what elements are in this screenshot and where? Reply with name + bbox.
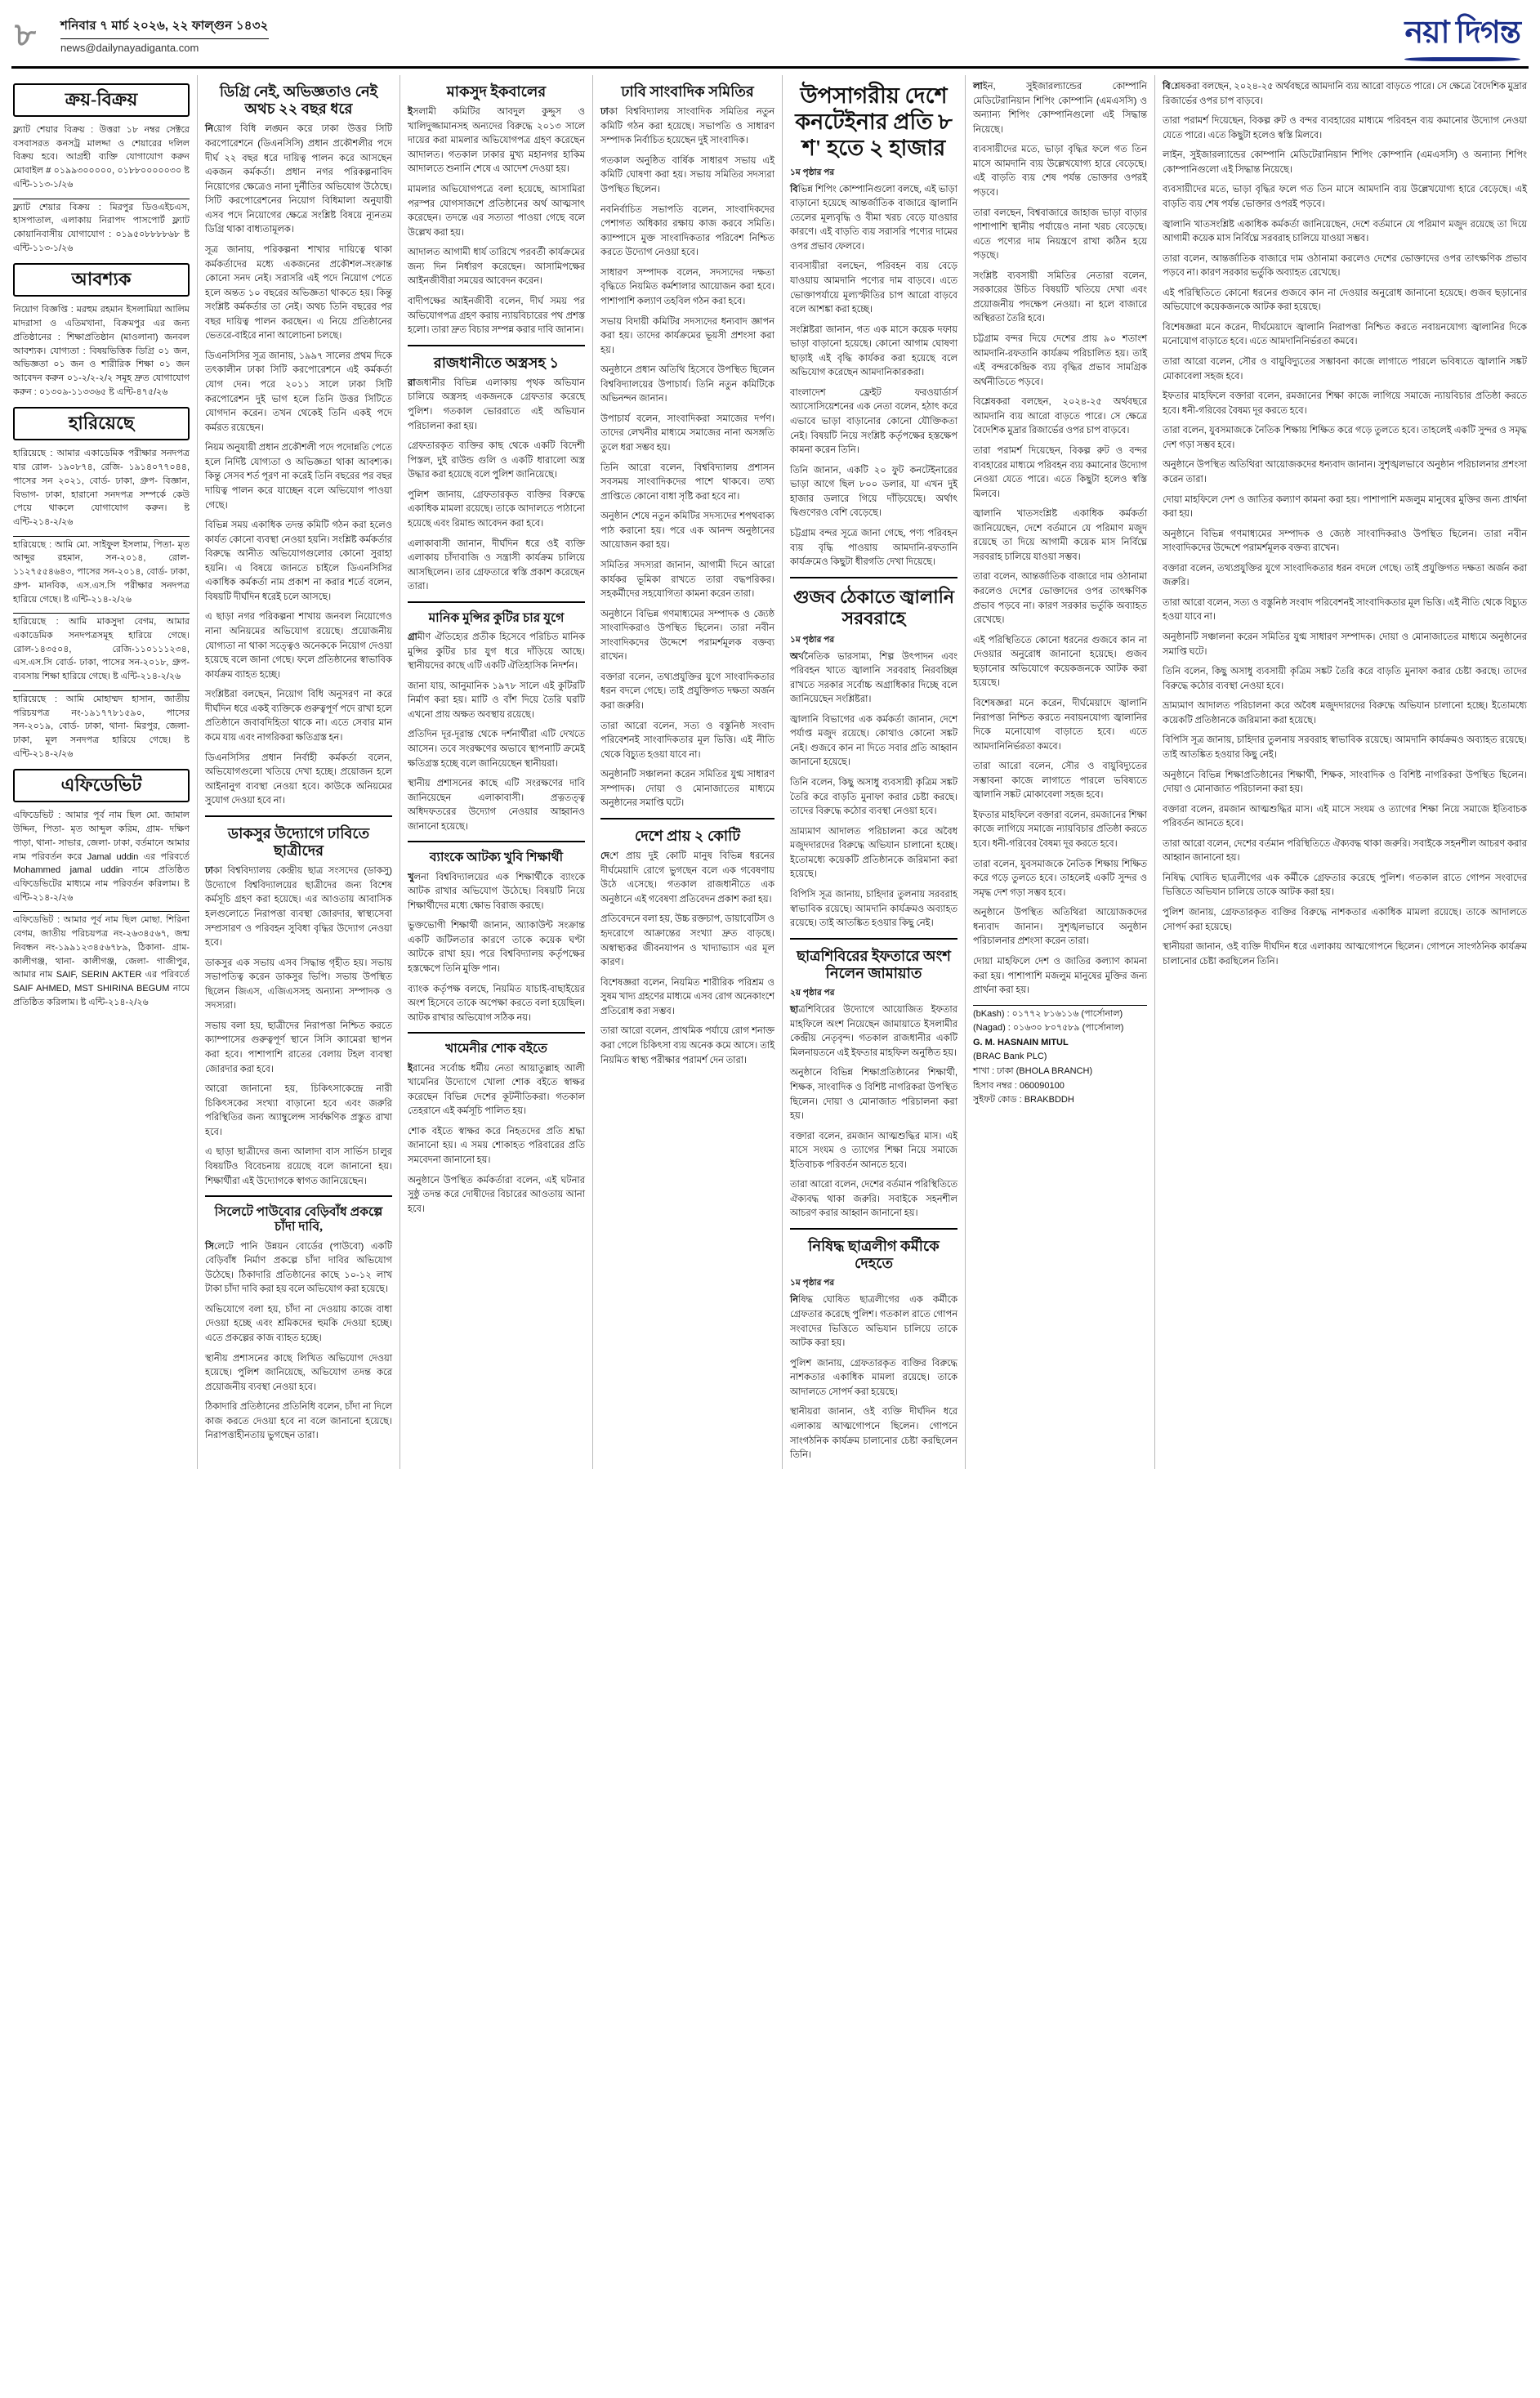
divider — [408, 841, 585, 842]
column-five — [783, 75, 966, 1469]
divider — [790, 577, 957, 578]
article-paragraph: এলাকাবাসী জানান, দীর্ঘদিন ধরে ওই ব্যক্তি এলাকায় চাঁদাবাজি ও সন্ত্রাসী কার্যক্রম চালিয়ে আসছিলেন। তার গ্রেফতারে স্বস্তি প্রকাশ করেছেন তারা। — [408, 538, 585, 592]
article-paragraph: লাইন, সুইজারল্যান্ডের কোম্পানি মেডিটেরানিয়ান শিপিং কোম্পানি (এমএসসি) ও অন্যান্য শিপিং কোম্পানিগুলো এই সিদ্ধান্ত নিয়েছে। — [973, 82, 1147, 135]
article-headline-degree: ডিগ্রি নেই, অভিজ্ঞতাও নেই অথচ ২২ বছর ধরে — [219, 83, 378, 118]
article-paragraph: ভ্রাম্যমাণ আদালত পরিচালনা করে অবৈধ মজুদদারদের বিরুদ্ধে অভিযান চালানো হচ্ছে। ইতোমধ্যে কয়েকটি প্রতিষ্ঠানকে জরিমানা করা হয়েছে। — [790, 826, 957, 880]
publication-logo — [1404, 8, 1529, 61]
article-paragraph: বিভিন্ন শিপিং কোম্পানিগুলো বলছে, এই ভাড়া বাড়ানো হয়েছে আন্তর্জাতিক বাজারে জ্বালানি তেলের মূল্যবৃদ্ধি ও বীমা খরচ বেড়ে যাওয়ার কারণে। এই বাড়তি ব্যয় সরাসরি পণ্যের দামের ওপর প্রভাব ফেলবে। — [790, 184, 957, 252]
article-headline-sylhet: সিলেটে পাউবোর বেড়িবাঁধ প্রকল্পে চাঁদা দাবি, — [214, 1205, 383, 1235]
article-paragraph: ডিএনসিসির সূত্র জানায়, ১৯৯৭ সালের প্রথম দিকে তৎকালীন ঢাকা সিটি করপোরেশনে এই কর্মকর্তা যোগ দেন। পরে ২০১১ সালে ঢাকা সিটি করপোরেশন দুই ভাগ হলে তিনি উত্তর সিটিতে যোগদান করেন। তখন থেকেই তিনি একই পদে কর্মরত রয়েছেন। — [205, 351, 392, 433]
article-paragraph: স্থানীয় প্রশাসনের কাছে এটি সংরক্ষণের দাবি জানিয়েছেন এলাকাবাসী। প্রত্নতত্ত্ব অধিদফতরের উদ্যোগ নেওয়ার আহ্বানও জানানো হয়েছে। — [408, 779, 585, 832]
article-paragraph: বিপিসি সূত্র জানায়, চাহিদার তুলনায় সরবরাহ স্বাভাবিক রয়েছে। আমদানি কার্যক্রমও অব্যাহত রয়েছে। তাই আতঙ্কিত হওয়ার কিছু নেই। — [790, 889, 957, 929]
article-paragraph: বিশ্লেষকরা বলছেন, ২০২৪-২৫ অর্থবছরে আমদানি ব্যয় আরো বাড়তে পারে। সে ক্ষেত্রে বৈদেশিক মুদ্রার রিজার্ভের ওপর চাপ বাড়বে। — [1163, 82, 1527, 106]
article-paragraph: অনুষ্ঠানে উপস্থিত অতিথিরা আয়োজকদের ধন্যবাদ জানান। সুশৃঙ্খলভাবে অনুষ্ঠান পরিচালনার প্রশংসা করেন তারা। — [1163, 460, 1527, 485]
section-heading-hariyeche: হারিয়েছে — [13, 407, 190, 440]
article-paragraph: তারা বলেন, যুবসমাজকে নৈতিক শিক্ষায় শিক্ষিত করে গড়ে তুলতে হবে। তাহলেই একটি সুন্দর ও সমৃদ্ধ দেশ গড়া সম্ভব হবে। — [1163, 426, 1527, 450]
article-paragraph: জ্বালানি খাতসংশ্লিষ্ট একাধিক কর্মকর্তা জানিয়েছেন, দেশে বর্তমানে যে পরিমাণ মজুদ রয়েছে তা দিয়ে আগামী কয়েক মাস নির্বিঘ্নে সরবরাহ চালিয়ে যাওয়া সম্ভব। — [973, 509, 1147, 562]
divider — [790, 1228, 957, 1230]
article-paragraph: অনুষ্ঠানে বিভিন্ন গণমাধ্যমের সম্পাদক ও জ্যেষ্ঠ সাংবাদিকরাও উপস্থিত ছিলেন। তারা নবীন সাংবাদিকদের উদ্দেশে পরামর্শমূলক বক্তব্য রাখেন। — [1163, 529, 1527, 554]
article-paragraph: তারা বলেন, আন্তর্জাতিক বাজারে দাম ওঠানামা করলেও দেশের ভোক্তাদের ওপর তাৎক্ষণিক প্রভাব পড়বে না। কারণ সরকার ভর্তুকি অব্যাহত রেখেছে। — [1163, 253, 1527, 279]
article-paragraph: তারা আরো বলেন, সত্য ও বস্তুনিষ্ঠ সংবাদ পরিবেশনই সাংবাদিকতার মূল ভিত্তি। এই নীতি থেকে বিচ্যুত হওয়া যাবে না। — [1163, 597, 1527, 623]
continuation-label: ২য় পৃষ্ঠার পর — [790, 988, 835, 998]
article-paragraph: অনুষ্ঠানে বিভিন্ন শিক্ষাপ্রতিষ্ঠানের শিক্ষার্থী, শিক্ষক, সাংবাদিক ও বিশিষ্ট নাগরিকরা উপস্থিত ছিলেন। দোয়া ও মোনাজাত পরিচালনা করা হয়। — [790, 1068, 957, 1122]
section-heading-kroy-bikroy: ক্রয়-বিক্রয় — [13, 83, 190, 117]
article-paragraph: দোয়া মাহফিলে দেশ ও জাতির কল্যাণ কামনা করা হয়। পাশাপাশি মজলুম মানুষের মুক্তির জন্য প্রার্থনা করা হয়। — [973, 956, 1147, 996]
classified-ad: ফ্ল্যাট শেয়ার বিক্রয় : উত্তরা ১৮ নম্বর সেক্টরে বসবাসরত কনসট্র মালদ্দা ও শেয়ারের দলিল বিক্রয় হবে। আগ্রহী ব্যক্তি যোগাযোগ করুন মোবাইল # ০১৯৯৩০০০০০, ০১৮৮০০০০০৩০ ষ্ট এন্টি-১১৩-১/২৬ — [13, 124, 190, 190]
article-paragraph: প্রতিবেদনে বলা হয়, উচ্চ রক্তচাপ, ডায়াবেটিস ও হৃদরোগে আক্রান্তের সংখ্যা দ্রুত বাড়ছে। অস্বাস্থ্যকর জীবনযাপন ও খাদ্যাভ্যাস এর মূল কারণ। — [600, 914, 774, 968]
article-paragraph: তারা আরো বলেন, সৌর ও বায়ুবিদ্যুতের সম্ভাবনা কাজে লাগাতে পারলে ভবিষ্যতে জ্বালানি সঙ্কট মোকাবেলা সহজ হবে। — [1163, 357, 1527, 382]
section-heading-aboshyok: আবশ্যক — [13, 263, 190, 297]
logo-text: নয়া দিগন্ত — [1404, 16, 1520, 50]
article-headline-iftar: ছাত্রশিবিরের ইফতারে অংশ নিলেন জামায়াত — [797, 947, 951, 981]
article-paragraph: জ্বালানি বিভাগের এক কর্মকর্তা জানান, দেশে পর্যাপ্ত মজুদ রয়েছে। কোথাও কোনো সঙ্কট নেই। গুজবে কান না দিতে সবার প্রতি আহ্বান জানানো হয়েছে। — [790, 714, 957, 768]
divider — [13, 536, 190, 537]
article-headline-two-crore: দেশে প্রায় ২ কোটি — [634, 827, 741, 844]
article-headline-maksud: মাকসুদ ইকবালের — [446, 83, 547, 100]
column-seven — [1155, 75, 1529, 1469]
continuation-label: ১ম পৃষ্ঠার পর — [790, 634, 835, 645]
divider — [13, 613, 190, 614]
article-paragraph: তিনি আরো বলেন, বিশ্ববিদ্যালয় প্রশাসন সবসময় সাংবাদিকদের পাশে থাকবে। তথ্য প্রাপ্তিতে কোনো বাধা সৃষ্টি করা হবে না। — [600, 462, 774, 502]
article-paragraph: তারা আরো বলেন, প্রাথমিক পর্যায়ে রোগ শনাক্ত করা গেলে চিকিৎসা ব্যয় অনেক কমে আসে। তাই নিয়মিত স্বাস্থ্য পরীক্ষার পরামর্শ দেন তারা। — [600, 1026, 774, 1065]
classified-ad: হারিয়েছে : আমার একাডেমিক পরীক্ষার সনদপত্র যার রোল- ১৯০৮৭৪, রেজি- ১৯১৪০৭৭০৪৪, পাসের সন ২০২১, বোর্ড- ঢাকা, গ্রুপ- বিজ্ঞান, বিভাগ- ঢাকা, হারানো সনদপত্র সম্পর্কে কেউ পেয়ে থাকলে যোগাযোগ করুন। ষ্ট এন্টি-২১৪-২/২৬ — [13, 449, 190, 527]
article-paragraph: পুলিশ জানায়, গ্রেফতারকৃত ব্যক্তির বিরুদ্ধে নাশকতার একাধিক মামলা রয়েছে। তাকে আদালতে সোপর্দ করা হয়েছে। — [790, 1358, 957, 1397]
classified-ad: হারিয়েছে : আমি মোহাম্মদ হাসান, জাতীয় পরিচয়পত্র নং-১৯১৭৭৮১৫৯০, পাসের সন-২০১৯, বোর্ড- ঢাকা, থানা- মিরপুর, জেলা- ঢাকা, মূল সনদপত্র হারিয়ে গেছে। ষ্ট এন্টি-২১৪-২/২৬ — [13, 694, 190, 759]
donation-swift: সুইফট কোড : BRAKBDDH — [973, 1095, 1074, 1105]
article-paragraph: তারা আরো বলেন, সত্য ও বস্তুনিষ্ঠ সংবাদ পরিবেশনই সাংবাদিকতার মূল ভিত্তি। এই নীতি থেকে বিচ্যুত হওয়া যাবে না। — [600, 721, 774, 760]
article-paragraph: রাজধানীর বিভিন্ন এলাকায় পৃথক অভিযান চালিয়ে অস্ত্রসহ একজনকে গ্রেফতার করেছে পুলিশ। গতকাল ভোররাতে এই অভিযান পরিচালনা করা হয়। — [408, 377, 585, 431]
article-paragraph: ব্যবসায়ীদের মতে, ভাড়া বৃদ্ধির ফলে গত তিন মাসে আমদানি ব্যয় উল্লেখযোগ্য হারে বেড়েছে। এই বাড়তি ব্যয় শেষ পর্যন্ত ভোক্তার ওপরই পড়বে। — [973, 145, 1147, 198]
article-paragraph: আদালত আগামী ধার্য তারিখে পরবর্তী কার্যক্রমের জন্য দিন নির্ধারণ করেছেন। আসামিপক্ষের আইনজীবীরা সময়ের আবেদন করেন। — [408, 248, 585, 287]
article-paragraph: নবনির্বাচিত সভাপতি বলেন, সাংবাদিকদের পেশাগত অধিকার রক্ষায় কাজ করবে সমিতি। ক্যাম্পাসে মুক্ত সাংবাদিকতার পরিবেশ নিশ্চিত করতে উদ্যোগ নেওয়া হবে। — [600, 204, 774, 258]
article-paragraph: নিষিদ্ধ ঘোষিত ছাত্রলীগের এক কর্মীকে গ্রেফতার করেছে পুলিশ। গতকাল রাতে গোপন সংবাদের ভিত্তিতে অভিযান চালিয়ে তাকে আটক করা হয়। — [1163, 873, 1527, 898]
article-paragraph: ব্যবসায়ীদের মতে, ভাড়া বৃদ্ধির ফলে গত তিন মাসে আমদানি ব্যয় উল্লেখযোগ্য হারে বেড়েছে। এই বাড়তি ব্যয় শেষ পর্যন্ত ভোক্তার ওপরই পড়বে। — [1163, 185, 1527, 209]
donation-bkash: (bKash) : ০১৭৭২ ৮১৬১১৬ (পার্সোনাল) — [973, 1008, 1123, 1019]
lead-headline-container: উপসাগরীয় দেশে কনটেইনার প্রতি ৮ শ' হতে ২ হাজার — [795, 83, 953, 160]
article-paragraph: ঢাকা বিশ্ববিদ্যালয় কেন্দ্রীয় ছাত্র সংসদের (ডাকসু) উদ্যোগে বিশ্ববিদ্যালয়ের ছাত্রীদের জন্য বিশেষ কর্মসূচি গ্রহণ করা হয়েছে। এর আওতায় আবাসিক হলগুলোতে নিরাপত্তা ব্যবস্থা জোরদার, স্বাস্থ্যসেবা সম্প্রসারণ ও পরিবহন সুবিধা বৃদ্ধির উদ্যোগ নেওয়া হবে। — [205, 866, 392, 949]
article-paragraph: ব্যাংক কর্তৃপক্ষ বলছে, নিয়মিত যাচাই-বাছাইয়ের অংশ হিসেবে তাকে অপেক্ষা করতে বলা হয়েছিল। আটক রাখার অভিযোগ সঠিক নয়। — [408, 984, 585, 1023]
article-paragraph: দেশে প্রায় দুই কোটি মানুষ বিভিন্ন ধরনের দীর্ঘমেয়াদি রোগে ভুগছেন বলে এক গবেষণায় উঠে এসেছে। গতকাল রাজধানীতে এক অনুষ্ঠানে এই গবেষণা প্রতিবেদন প্রকাশ করা হয়। — [600, 851, 774, 904]
column-two — [198, 75, 400, 1469]
article-paragraph: অনুষ্ঠানটি সঞ্চালনা করেন সমিতির যুগ্ম সাধারণ সম্পাদক। দোয়া ও মোনাজাতের মাধ্যমে অনুষ্ঠানের সমাপ্তি ঘটে। — [600, 770, 774, 809]
divider — [205, 1195, 392, 1197]
article-paragraph: এ ছাড়া ছাত্রীদের জন্য আলাদা বাস সার্ভিস চালুর বিষয়টিও বিবেচনায় রয়েছে বলে জানানো হয়। শিক্ষার্থীরা এই উদ্যোগকে স্বাগত জানিয়েছেন। — [205, 1147, 392, 1186]
article-paragraph: তারা পরামর্শ দিয়েছেন, বিকল্প রুট ও বন্দর ব্যবহারের মাধ্যমে পরিবহন ব্যয় কমানোর উদ্যোগ নেওয়া যেতে পারে। এতে কিছুটা হলেও স্বস্তি মিলবে। — [973, 445, 1147, 499]
donation-account-name: G. M. HASNAIN MITUL — [973, 1037, 1069, 1047]
article-paragraph: তারা বলছেন, বিশ্ববাজারে জাহাজ ভাড়া বাড়ার পাশাপাশি স্থানীয় পর্যায়েও নানা খরচ বেড়েছে। এতে পণ্যের দাম নিয়ন্ত্রণে রাখা কঠিন হয়ে পড়ছে। — [973, 208, 1147, 261]
article-paragraph: বিপিসি সূত্র জানায়, চাহিদার তুলনায় সরবরাহ স্বাভাবিক রয়েছে। আমদানি কার্যক্রমও অব্যাহত রয়েছে। তাই আতঙ্কিত হওয়ার কিছু নেই। — [1163, 735, 1527, 760]
article-paragraph: তিনি বলেন, কিছু অসাধু ব্যবসায়ী কৃত্রিম সঙ্কট তৈরি করে বাড়তি মুনাফা করার চেষ্টা করছে। তাদের বিরুদ্ধে কঠোর ব্যবস্থা নেওয়া হবে। — [1163, 667, 1527, 691]
article-paragraph: ছাত্রশিবিরের উদ্যোগে আয়োজিত ইফতার মাহফিলে অংশ নিয়েছেন জামায়াতে ইসলামীর কেন্দ্রীয় নেতৃবৃন্দ। গতকাল রাজধানীর একটি মিলনায়তনে এই ইফতার মাহফিল অনুষ্ঠিত হয়। — [790, 1005, 957, 1058]
article-paragraph: জানা যায়, আনুমানিক ১৯৭৮ সালে এই কুটিরটি নির্মাণ করা হয়। মাটি ও বাঁশ দিয়ে তৈরি ঘরটি এখনো প্রায় অক্ষত অবস্থায় রয়েছে। — [408, 681, 585, 720]
article-paragraph: এ ছাড়া নগর পরিকল্পনা শাখায় জনবল নিয়োগেও নানা অনিয়মের অভিযোগ রয়েছে। প্রয়োজনীয় যোগ্যতা না থাকা সত্ত্বেও অনেককে নিয়োগ দেওয়া হয়েছে বলে জানা গেছে। ফলে প্রতিষ্ঠানের স্বাভাবিক কার্যক্রম ব্যাহত হচ্ছে। — [205, 612, 392, 680]
page-grid — [11, 75, 1529, 1469]
article-paragraph: অনুষ্ঠানে উপস্থিত কর্মকর্তারা বলেন, এই ঘটনার সুষ্ঠু তদন্ত করে দোষীদের বিচারের আওতায় আনা হবে। — [408, 1175, 585, 1214]
divider — [408, 601, 585, 603]
article-paragraph: তারা বলেন, যুবসমাজকে নৈতিক শিক্ষায় শিক্ষিত করে গড়ে তুলতে হবে। তাহলেই একটি সুন্দর ও সমৃদ্ধ দেশ গড়া সম্ভব হবে। — [973, 859, 1147, 898]
article-paragraph: গ্রামীণ ঐতিহ্যের প্রতীক হিসেবে পরিচিত মানিক মুন্সির কুটির চার যুগ ধরে দাঁড়িয়ে আছে। স্থানীয়দের কাছে এটি একটি ঐতিহাসিক নিদর্শন। — [408, 632, 585, 672]
article-paragraph: ঢাকা বিশ্ববিদ্যালয় সাংবাদিক সমিতির নতুন কমিটি গঠন করা হয়েছে। সভাপতি ও সাধারণ সম্পাদক নির্বাচিত হয়েছেন দুই সাংবাদিক। — [600, 107, 774, 146]
divider — [600, 818, 774, 819]
divider — [13, 911, 190, 912]
article-headline-rajdhani: রাজধানীতে অস্ত্রসহ ১ — [433, 354, 560, 371]
article-paragraph: ভ্রাম্যমাণ আদালত পরিচালনা করে অবৈধ মজুদদারদের বিরুদ্ধে অভিযান চালানো হচ্ছে। ইতোমধ্যে কয়েকটি প্রতিষ্ঠানকে জরিমানা করা হয়েছে। — [1163, 701, 1527, 726]
article-paragraph: অনুষ্ঠানটি সঞ্চালনা করেন সমিতির যুগ্ম সাধারণ সম্পাদক। দোয়া ও মোনাজাতের মাধ্যমে অনুষ্ঠানের সমাপ্তি ঘটে। — [1163, 632, 1527, 657]
article-paragraph: লাইন, সুইজারল্যান্ডের কোম্পানি মেডিটেরানিয়ান শিপিং কোম্পানি (এমএসসি) ও অন্যান্য শিপিং কোম্পানিগুলো এই সিদ্ধান্ত নিয়েছে। — [1163, 150, 1527, 175]
article-headline-khubi: ব্যাংকে আটক্য খুবি শিক্ষার্থী — [429, 851, 564, 865]
article-paragraph: পুলিশ জানায়, গ্রেফতারকৃত ব্যক্তির বিরুদ্ধে নাশকতার একাধিক মামলা রয়েছে। তাকে আদালতে সোপর্দ করা হয়েছে। — [1163, 908, 1527, 932]
article-paragraph: নিষিদ্ধ ঘোষিত ছাত্রলীগের এক কর্মীকে গ্রেফতার করেছে পুলিশ। গতকাল রাতে গোপন সংবাদের ভিত্তিতে অভিযান চালিয়ে তাকে আটক করা হয়। — [790, 1295, 957, 1349]
article-paragraph: বক্তারা বলেন, রমজান আত্মশুদ্ধির মাস। এই মাসে সংযম ও ত্যাগের শিক্ষা নিয়ে সমাজে ইতিবাচক পরিবর্তন আনতে হবে। — [790, 1131, 957, 1170]
divider — [408, 1032, 585, 1034]
article-paragraph: খুলনা বিশ্ববিদ্যালয়ের এক শিক্ষার্থীকে ব্যাংকে আটক রাখার অভিযোগ উঠেছে। বিষয়টি নিয়ে শিক্ষার্থীদের মধ্যে ক্ষোভ বিরাজ করছে। — [408, 872, 585, 911]
article-paragraph: গ্রেফতারকৃত ব্যক্তির কাছ থেকে একটি বিদেশী পিস্তল, দুই রাউন্ড গুলি ও একটি ধারালো অস্ত্র উদ্ধার করা হয়েছে বলে পুলিশ জানিয়েছে। — [408, 441, 585, 480]
divider — [790, 938, 957, 940]
article-paragraph: অনুষ্ঠানে উপস্থিত অতিথিরা আয়োজকদের ধন্যবাদ জানান। সুশৃঙ্খলভাবে অনুষ্ঠান পরিচালনার প্রশংসা করেন তারা। — [973, 908, 1147, 947]
article-paragraph: বিশেষজ্ঞরা মনে করেন, দীর্ঘমেয়াদে জ্বালানি নিরাপত্তা নিশ্চিত করতে নবায়নযোগ্য জ্বালানির দিকে মনোযোগ বাড়াতে হবে। এতে আমদানিনির্ভরতা কমবে। — [973, 698, 1147, 752]
article-paragraph: এই পরিস্থিতিতে কোনো ধরনের গুজবে কান না দেওয়ার অনুরোধ জানানো হয়েছে। গুজব ছড়ানোর অভিযোগে কয়েকজনকে আটক করা হয়েছে। — [1163, 288, 1527, 313]
article-paragraph: সভায় বলা হয়, ছাত্রীদের নিরাপত্তা নিশ্চিত করতে ক্যাম্পাসের গুরুত্বপূর্ণ স্থানে সিসি ক্যামেরা স্থাপন করা হবে। পাশাপাশি রাতের বেলায় টহল ব্যবস্থা জোরদার করা হবে। — [205, 1020, 392, 1074]
article-paragraph: সমিতির সদস্যরা জানান, আগামী দিনে আরো কার্যকর ভূমিকা রাখতে তারা বদ্ধপরিকর। সহকর্মীদের সহযোগিতা কামনা করেন তারা। — [600, 560, 774, 600]
article-paragraph: ইরানের সর্বোচ্চ ধর্মীয় নেতা আয়াতুল্লাহ আলী খামেনির উদ্যোগে খোলা শোক বইতে স্বাক্ষর করেছেন বিভিন্ন দেশের কূটনীতিকরা। গতকাল তেহরানে এই কর্মসূচি পালিত হয়। — [408, 1063, 585, 1117]
article-headline-gujob: গুজব ঠেকাতে জ্বালানি সরবরাহে — [792, 586, 955, 628]
article-headline-khamenei: খামেনীর শোক বইতে — [445, 1042, 547, 1056]
article-paragraph: বাদীপক্ষের আইনজীবী বলেন, দীর্ঘ সময় পর অভিযোগপত্র গ্রহণ করায় ন্যায়বিচারের পথ প্রশস্ত হলো। তারা দ্রুত বিচার সম্পন্ন করার দাবি জানান। — [408, 296, 585, 336]
donation-account-number: হিসাব নম্বর : 060090100 — [973, 1080, 1065, 1091]
article-paragraph: সংশ্লিষ্টরা জানান, গত এক মাসে কয়েক দফায় ভাড়া বাড়ানো হয়েছে। কোনো আগাম ঘোষণা ছাড়াই এই বৃদ্ধি কার্যকর করা হয়েছে বলে অভিযোগ করেছেন আমদানিকারকরা। — [790, 324, 957, 378]
article-paragraph: তারা আরো বলেন, সৌর ও বায়ুবিদ্যুতের সম্ভাবনা কাজে লাগাতে পারলে ভবিষ্যতে জ্বালানি সঙ্কট মোকাবেলা সহজ হবে। — [973, 761, 1147, 801]
column-three — [400, 75, 593, 1469]
article-paragraph: নিয়োগ বিধি লঙ্ঘন করে ঢাকা উত্তর সিটি করপোরেশনে (ডিএনসিসি) প্রধান প্রকৌশলীর পদে দীর্ঘ ২২ বছর ধরে দায়িত্ব পালন করে আসছেন একজন কর্মকর্তা। প্রধান নগর পরিকল্পনাবিদ নিয়োগের ক্ষেত্রেও নানা দুর্নীতির অভিযোগ উঠেছে। সিটি করপোরেশনের নিয়োগ বিধিমালা অনুযায়ী এসব পদে নিয়োগের ক্ষেত্রে সংশ্লিষ্ট বিষয়ে ন্যূনতম ডিগ্রি থাকা বাধ্যতামূলক। — [205, 124, 392, 235]
divider — [408, 345, 585, 346]
article-paragraph: দোয়া মাহফিলে দেশ ও জাতির কল্যাণ কামনা করা হয়। পাশাপাশি মজলুম মানুষের মুক্তির জন্য প্রার্থনা করা হয়। — [1163, 494, 1527, 520]
continuation-label: ১ম পৃষ্ঠার পর — [790, 1278, 835, 1288]
article-paragraph: আরো জানানো হয়, চিকিৎসাকেন্দ্রে নারী চিকিৎসকের সংখ্যা বাড়ানো হবে এবং জরুরি পরিস্থিতির জন্য অ্যাম্বুলেন্স সার্বক্ষণিক প্রস্তুত রাখা হবে। — [205, 1084, 392, 1137]
article-paragraph: তারা আরো বলেন, দেশের বর্তমান পরিস্থিতিতে ঐক্যবদ্ধ থাকা জরুরি। সবাইকে সহনশীল আচরণ করার আহ্বান জানানো হয়। — [1163, 838, 1527, 864]
divider — [13, 690, 190, 691]
date-line: শনিবার ৭ মার্চ ২০২৬, ২২ ফাল্গুন ১৪৩২ — [60, 16, 269, 39]
article-headline-manik: মানিক মুন্সির কুটির চার যুগে — [428, 610, 565, 625]
article-paragraph: ইফতার মাহফিলে বক্তারা বলেন, রমজানের শিক্ষা কাজে লাগিয়ে সমাজে ন্যায়বিচার প্রতিষ্ঠা করতে হবে। ধনী-গরিবের বৈষম্য দূর করতে হবে। — [1163, 391, 1527, 416]
article-paragraph: সিলেটে পানি উন্নয়ন বোর্ডের (পাউবো) একটি বেড়িবাঁধ নির্মাণ প্রকল্পে চাঁদা দাবির অভিযোগ উঠেছে। ঠিকাদারি প্রতিষ্ঠানের কাছে ১০-১২ লাখ টাকা চাঁদা দাবি করা হয় বলে অভিযোগ করা হয়েছে। — [205, 1241, 392, 1295]
article-paragraph: ইফতার মাহফিলে বক্তারা বলেন, রমজানের শিক্ষা কাজে লাগিয়ে সমাজে ন্যায়বিচার প্রতিষ্ঠা করতে হবে। ধনী-গরিবের বৈষম্য দূর করতে হবে। — [973, 810, 1147, 849]
article-headline-chhatraleague: নিষিদ্ধ ছাত্রলীগ কর্মীকে দেহতে — [808, 1238, 940, 1272]
article-paragraph: তারা পরামর্শ দিয়েছেন, বিকল্প রুট ও বন্দর ব্যবহারের মাধ্যমে পরিবহন ব্যয় কমানোর উদ্যোগ নেওয়া যেতে পারে। এতে কিছুটা হলেও স্বস্তি মিলবে। — [1163, 116, 1527, 141]
article-paragraph: ডিএনসিসির প্রধান নির্বাহী কর্মকর্তা বলেন, অভিযোগগুলো খতিয়ে দেখা হচ্ছে। প্রয়োজন হলে আইনানুগ ব্যবস্থা নেওয়া হবে। কাউকে অনিয়মের সুযোগ দেওয়া হবে না। — [205, 752, 392, 806]
article-paragraph: স্থানীয়রা জানান, ওই ব্যক্তি দীর্ঘদিন ধরে এলাকায় আত্মগোপনে ছিলেন। গোপনে সাংগঠনিক কার্যক্রম চালানোর চেষ্টা করছিলেন তিনি। — [1163, 942, 1527, 967]
article-paragraph: বক্তারা বলেন, তথ্যপ্রযুক্তির যুগে সাংবাদিকতার ধরন বদলে গেছে। তাই প্রযুক্তিগত দক্ষতা অর্জন করা জরুরি। — [1163, 563, 1527, 588]
article-paragraph: ডাকসুর এক সভায় এসব সিদ্ধান্ত গৃহীত হয়। সভায় সভাপতিত্ব করেন ডাকসুর ভিপি। সভায় উপস্থিত ছিলেন জিএস, এজিএসসহ অন্যান্য সম্পাদক ও সদস্যরা। — [205, 958, 392, 1011]
column-six — [966, 75, 1155, 1469]
article-paragraph: ব্যবসায়ীরা বলছেন, পরিবহন ব্যয় বেড়ে যাওয়ায় আমদানি পণ্যের দাম বাড়বে। এতে ভোক্তাপর্যায়ে মূল্যস্ফীতির চাপ আরো বাড়বে বলে আশঙ্কা করা হচ্ছে। — [790, 261, 957, 315]
article-paragraph: ইসলামী কমিটির আবদুল কুদ্দুস ও খালিদুজ্জামানসহ অন্যদের বিরুদ্ধে ২০১৩ সালে দায়ের করা মামলার অভিযোগপত্র গ্রহণ করেছেন আদালত। গতকাল ঢাকার মুখ্য মহানগর হাকিম আদালতে শুনানি শেষে এ আদেশ দেওয়া হয়। — [408, 107, 585, 175]
classified-ad: এফিডেভিট : আমার পূর্ব নাম ছিল মোছা. শিরিনা বেগম, জাতীয় পরিচয়পত্র নং-২৬৩৪৫৬৭, জন্ম নিবন্ধন নং-১৯৯১২৩৪৫৬৭৮৯, ঠিকানা- গ্রাম- কালীগঞ্জ, থানা- কালীগঞ্জ, জেলা- গাজীপুর, আমার নাম SAIF, SERIN AKTER এর পরিবর্তে SAIF AHMED, MST SHIRINA BEGUM নামে প্রতিষ্ঠিত করিলাম। ষ্ট এন্টি-২১৪-২/২৬ — [13, 915, 190, 1007]
article-paragraph: বক্তারা বলেন, তথ্যপ্রযুক্তির যুগে সাংবাদিকতার ধরন বদলে গেছে। তাই প্রযুক্তিগত দক্ষতা অর্জন করা জরুরি। — [600, 672, 774, 712]
column-classifieds — [11, 75, 198, 1469]
article-paragraph: অনুষ্ঠানে প্রধান অতিথি হিসেবে উপস্থিত ছিলেন বিশ্ববিদ্যালয়ের উপাচার্য। তিনি নতুন কমিটিকে অভিনন্দন জানান। — [600, 365, 774, 404]
article-paragraph: সংশ্লিষ্ট ব্যবসায়ী সমিতির নেতারা বলেন, সরকারের উচিত বিষয়টি খতিয়ে দেখা এবং প্রয়োজনীয় পদক্ষেপ নেওয়া। না হলে বাজারে অস্থিরতা তৈরি হবে। — [973, 270, 1147, 324]
article-paragraph: বিশেষজ্ঞরা মনে করেন, দীর্ঘমেয়াদে জ্বালানি নিরাপত্তা নিশ্চিত করতে নবায়নযোগ্য জ্বালানির দিকে মনোযোগ বাড়াতে হবে। এতে আমদানিনির্ভরতা কমবে। — [1163, 322, 1527, 347]
article-paragraph: বক্তারা বলেন, রমজান আত্মশুদ্ধির মাস। এই মাসে সংযম ও ত্যাগের শিক্ষা নিয়ে সমাজে ইতিবাচক পরিবর্তন আনতে হবে। — [1163, 804, 1527, 829]
article-paragraph: অনুষ্ঠানে বিভিন্ন গণমাধ্যমের সম্পাদক ও জ্যেষ্ঠ সাংবাদিকরাও উপস্থিত ছিলেন। তারা নবীন সাংবাদিকদের উদ্দেশে পরামর্শমূলক বক্তব্য রাখেন। — [600, 609, 774, 663]
article-paragraph: তিনি জানান, একটি ২০ ফুট কনটেইনারের ভাড়া আগে ছিল ৮০০ ডলার, যা এখন দুই হাজার ডলারে গিয়ে দাঁড়িয়েছে। অর্থাৎ দ্বিগুণেরও বেশি বেড়েছে। — [790, 465, 957, 519]
email-line: news@dailynayadiganta.com — [60, 41, 199, 54]
classified-ad: হারিয়েছে : আমি মো. সাইফুল ইসলাম, পিতা- মৃত আব্দুর রহমান, সন-২০১৪, রোল- ১১২৭৫৫৪৬৪৩, পাসের সন-২০১৪, বোর্ড- ঢাকা, গ্রুপ- মানবিক, এস.এস.সি পরীক্ষার সনদপত্র হারিয়ে গেছে। ষ্ট এন্টি-২১৪-২/২৬ — [13, 539, 190, 605]
divider — [973, 1005, 1147, 1006]
article-paragraph: অনুষ্ঠান শেষে নতুন কমিটির সদস্যদের শপথবাক্য পাঠ করানো হয়। পরে এক আনন্দ অনুষ্ঠানের আয়োজন করা হয়। — [600, 511, 774, 551]
article-paragraph: তিনি বলেন, কিছু অসাধু ব্যবসায়ী কৃত্রিম সঙ্কট তৈরি করে বাড়তি মুনাফা করার চেষ্টা করছে। তাদের বিরুদ্ধে কঠোর ব্যবস্থা নেওয়া হবে। — [790, 778, 957, 817]
article-paragraph: এই পরিস্থিতিতে কোনো ধরনের গুজবে কান না দেওয়ার অনুরোধ জানানো হয়েছে। গুজব ছড়ানোর অভিযোগে কয়েকজনকে আটক করা হয়েছে। — [973, 635, 1147, 689]
article-paragraph: পুলিশ জানায়, গ্রেফতারকৃত ব্যক্তির বিরুদ্ধে একাধিক মামলা রয়েছে। তাকে আদালতে পাঠানো হয়েছে এবং রিমান্ড আবেদন করা হবে। — [408, 489, 585, 529]
article-paragraph: গতকাল অনুষ্ঠিত বার্ষিক সাধারণ সভায় এই কমিটি ঘোষণা করা হয়। সভায় সমিতির সদস্যরা উপস্থিত ছিলেন। — [600, 155, 774, 195]
page-number: ৮ — [15, 16, 36, 53]
article-paragraph: অনুষ্ঠানে বিভিন্ন শিক্ষাপ্রতিষ্ঠানের শিক্ষার্থী, শিক্ষক, সাংবাদিক ও বিশিষ্ট নাগরিকরা উপস্থিত ছিলেন। দোয়া ও মোনাজাত পরিচালনা করা হয়। — [1163, 770, 1527, 795]
article-paragraph: অর্থনৈতিক ভারসাম্য, শিল্প উৎপাদন এবং পরিবহন খাতে জ্বালানি সরবরাহ নিরবচ্ছিন্ন রাখতে সরকার সর্বোচ্চ অগ্রাধিকার দিচ্ছে বলে জানিয়েছেন সংশ্লিষ্টরা। — [790, 651, 957, 705]
article-paragraph: ঠিকাদারি প্রতিষ্ঠানের প্রতিনিধি বলেন, চাঁদা না দিলে কাজ করতে দেওয়া হবে না বলে জানানো হয়েছে। নিরাপত্তাহীনতায় ভুগছেন তারা। — [205, 1402, 392, 1441]
article-paragraph: তারা বলেন, আন্তর্জাতিক বাজারে দাম ওঠানামা করলেও দেশের ভোক্তাদের ওপর তাৎক্ষণিক প্রভাব পড়বে না। কারণ সরকার ভর্তুকি অব্যাহত রেখেছে। — [973, 572, 1147, 626]
article-paragraph: স্থানীয়রা জানান, ওই ব্যক্তি দীর্ঘদিন ধরে এলাকায় আত্মগোপনে ছিলেন। গোপনে সাংগঠনিক কার্যক্রম চালানোর চেষ্টা করছিলেন তিনি। — [790, 1407, 957, 1461]
divider — [205, 815, 392, 817]
article-headline-dhabi-sangbadik: ঢাবি সাংবাদিক সমিতির — [621, 83, 754, 100]
classified-ad: এফিডেভিট : আমার পূর্ব নাম ছিল মো. জামাল উদ্দিন, পিতা- মৃত আব্দুল করিম, গ্রাম- দক্ষিণ পাড়া, থানা- সাভার, জেলা- ঢাকা, বর্তমানে আমার নাম পরিবর্তন করে Jamal uddin এর পরিবর্তে Mohammed jamal uddin নামে প্রতিষ্ঠিত এফিডেভিটের মাধ্যমে নাম পরিবর্তন করিলাম। ষ্ট এন্টি-২১৪-২/২৬ — [13, 810, 190, 903]
article-paragraph: চট্টগ্রাম বন্দর দিয়ে দেশের প্রায় ৯০ শতাংশ আমদানি-রফতানি কার্যক্রম পরিচালিত হয়। তাই এই বন্দরকেন্দ্রিক ব্যয় বৃদ্ধির প্রভাব সামগ্রিক অর্থনীতিতে পড়বে। — [973, 334, 1147, 387]
article-paragraph: ভুক্তভোগী শিক্ষার্থী জানান, অ্যাকাউন্ট সংক্রান্ত একটি জটিলতার কারণে তাকে কয়েক ঘণ্টা আটকে রাখা হয়। পরে বিশ্ববিদ্যালয় কর্তৃপক্ষের হস্তক্ষেপে তিনি মুক্তি পান। — [408, 921, 585, 975]
article-paragraph: স্থানীয় প্রশাসনের কাছে লিখিত অভিযোগ দেওয়া হয়েছে। পুলিশ জানিয়েছে, অভিযোগ তদন্ত করে প্রয়োজনীয় ব্যবস্থা নেওয়া হবে। — [205, 1353, 392, 1392]
article-paragraph: চট্টগ্রাম বন্দর সূত্রে জানা গেছে, পণ্য পরিবহন ব্যয় বৃদ্ধি পাওয়ায় আমদানি-রফতানি কার্যক্রমেও কিছুটা ধীরগতি দেখা দিয়েছে। — [790, 528, 957, 568]
article-paragraph: সূত্র জানায়, পরিকল্পনা শাখার দায়িত্বে থাকা কর্মকর্তাদের মধ্যে একজনের প্রকৌশল-সংক্রান্ত কোনো সনদ নেই। সরাসরি এই পদে নিয়োগ পেতে হলে অন্তত ১০ বছরের অভিজ্ঞতা থাকতে হয়। কিন্তু সংশ্লিষ্ট কর্মকর্তার তা নেই। অথচ তিনি বছরের পর বছর দায়িত্ব পালন করছেন। এ নিয়ে প্রতিষ্ঠানের ভেতরে-বাইরে নানা আলোচনা চলছে। — [205, 244, 392, 342]
classified-ad: নিয়োগ বিজ্ঞপ্তি : মরহুম রহমান ইসলামিয়া আলিম মাদরাসা ও এতিমখানা, বিক্রমপুর এর জন্য প্রতিষ্ঠানের : শিক্ষাপ্রতিষ্ঠান (মাওলানা) জনবল আবশ্যক। যোগ্যতা : বিষয়ভিত্তিক ডিগ্রি ০১ জন, অভিজ্ঞতা ০১ জন ও শারীরিক শিক্ষা ০১ জন আবেদন করুন ০১-২/২-২/২ সমূহ দ্রুত যোগাযোগ করুন : ০১৩০৯-১১৩৩৬৫ ষ্ট এন্টি-৪৭৫/২৬ — [13, 305, 190, 397]
article-paragraph: জ্বালানি খাতসংশ্লিষ্ট একাধিক কর্মকর্তা জানিয়েছেন, দেশে বর্তমানে যে পরিমাণ মজুদ রয়েছে তা দিয়ে আগামী কয়েক মাস নির্বিঘ্নে সরবরাহ চালিয়ে যাওয়া সম্ভব। — [1163, 219, 1527, 244]
logo-swoosh-icon — [1404, 57, 1520, 61]
donation-branch: শাখা : ঢাকা (BHOLA BRANCH) — [973, 1066, 1093, 1076]
article-paragraph: বিশ্লেষকরা বলছেন, ২০২৪-২৫ অর্থবছরে আমদানি ব্যয় আরো বাড়তে পারে। সে ক্ষেত্রে বৈদেশিক মুদ্রার রিজার্ভের ওপর চাপ বাড়বে। — [973, 397, 1147, 436]
article-paragraph: তারা আরো বলেন, দেশের বর্তমান পরিস্থিতিতে ঐক্যবদ্ধ থাকা জরুরি। সবাইকে সহনশীল আচরণ করার আহ্বান জানানো হয়। — [790, 1180, 957, 1219]
article-paragraph: প্রতিদিন দূর-দূরান্ত থেকে দর্শনার্থীরা এটি দেখতে আসেন। তবে সংরক্ষণের অভাবে স্থাপনাটি ক্রমেই ক্ষতিগ্রস্ত হচ্ছে বলে জানিয়েছেন স্থানীয়রা। — [408, 730, 585, 769]
classified-ad: ফ্ল্যাট শেয়ার বিক্রয় : মিরপুর ডিওএইচএস, হাসপাতাল, এলাকায় নিরাপদ পাসপোর্ট ফ্ল্যাট কোয়ানিবাসীয় যোগাযোগ : ০১৯৫০৮৮৮৮৬৮ ষ্ট এন্টি-১১৩-১/২৬ — [13, 202, 190, 253]
article-paragraph: শোক বইতে স্বাক্ষর করে নিহতদের প্রতি শ্রদ্ধা জানানো হয়। এ সময় শোকাহত পরিবারের প্রতি সমবেদনা জানানো হয়। — [408, 1126, 585, 1165]
masthead — [11, 8, 1529, 69]
article-paragraph: বিশেষজ্ঞরা বলেন, নিয়মিত শারীরিক পরিশ্রম ও সুষম খাদ্য গ্রহণের মাধ্যমে এসব রোগ অনেকাংশে প্রতিরোধ করা সম্ভব। — [600, 977, 774, 1016]
masthead-center — [56, 16, 1404, 54]
article-paragraph: সংশ্লিষ্টরা বলছেন, নিয়োগ বিধি অনুসরণ না করে দীর্ঘদিন ধরে একই ব্যক্তিকে গুরুত্বপূর্ণ পদে রাখা হলে প্রতিষ্ঠানে জবাবদিহিতা থাকে না। এতে সেবার মান কমে যায় এবং নাগরিকরা ক্ষতিগ্রস্ত হন। — [205, 690, 392, 743]
article-paragraph: বাংলাদেশ ফ্রেইট ফরওয়ার্ডার্স অ্যাসোসিয়েশনের এক নেতা বলেন, হঠাৎ করে এভাবে ভাড়া বাড়ানোর কোনো যৌক্তিকতা নেই। বিষয়টি নিয়ে সংশ্লিষ্ট কর্তৃপক্ষের হস্তক্ষেপ কামনা করেন তিনি। — [790, 387, 957, 456]
article-paragraph: নিয়ম অনুযায়ী প্রধান প্রকৌশলী পদে পদোন্নতি পেতে হলে নির্দিষ্ট যোগ্যতা ও অভিজ্ঞতা থাকা আবশ্যক। কিন্তু সেসব শর্ত পূরণ না করেই তিনি বছরের পর বছর দায়িত্ব পালন করে যাচ্ছেন বলে অভিযোগ পাওয়া গেছে। — [205, 443, 392, 511]
classified-ad: হারিয়েছে : আমি মাকসুদা বেগম, আমার একাডেমিক সনদপত্রসমূহ হারিয়ে গেছে। রোল-১৪৩৫০৪, রেজি-১১০১১১২৩৪, এস.এস.সি বোর্ড- ঢাকা, পাসের সন-২০১৮, গ্রুপ- ব্যবসায় শিক্ষা হারিয়ে গেছে। ষ্ট এন্টি-২১৪-২/২৬ — [13, 617, 190, 682]
article-paragraph: সাধারণ সম্পাদক বলেন, সদস্যদের দক্ষতা বৃদ্ধিতে নিয়মিত কর্মশালার আয়োজন করা হবে। পাশাপাশি কল্যাণ তহবিল গঠন করা হবে। — [600, 267, 774, 306]
section-heading-affidavit: এফিডেভিট — [13, 769, 190, 802]
article-paragraph: সভায় বিদায়ী কমিটির সদস্যদের ধন্যবাদ জ্ঞাপন করা হয়। তাদের কার্যক্রমের ভূয়সী প্রশংসা করা হয়। — [600, 316, 774, 355]
article-paragraph: অভিযোগে বলা হয়, চাঁদা না দেওয়ায় কাজে বাধা দেওয়া হচ্ছে এবং শ্রমিকদের হুমকি দেওয়া হচ্ছে। এতে প্রকল্পের কাজ ব্যাহত হচ্ছে। — [205, 1304, 392, 1343]
article-paragraph: মামলার অভিযোগপত্রে বলা হয়েছে, আসামিরা পরস্পর যোগসাজশে প্রতিষ্ঠানের অর্থ আত্মসাৎ করেছেন। তদন্তে এর সত্যতা পাওয়া গেছে বলে উল্লেখ করা হয়। — [408, 185, 585, 238]
donation-nagad: (Nagad) : ০১৬৩০ ৮০৭৫৮৯ (পার্সোনাল) — [973, 1023, 1124, 1034]
article-paragraph: বিভিন্ন সময় একাধিক তদন্ত কমিটি গঠন করা হলেও কার্যত কোনো ব্যবস্থা নেওয়া হয়নি। সংশ্লিষ্ট কর্মকর্তার বিরুদ্ধে আনীত অভিযোগগুলোর কোনো সুরাহা হয়নি। এ বিষয়ে জানতে চাইলে ডিএনসিসির একাধিক কর্মকর্তা নাম প্রকাশ না করার শর্তে বলেন, বিষয়টি দীর্ঘদিন ধরেই চলে আসছে। — [205, 520, 392, 602]
continuation-label: ১ম পৃষ্ঠার পর — [790, 167, 835, 177]
article-paragraph: উপাচার্য বলেন, সাংবাদিকরা সমাজের দর্পণ। তাদের লেখনীর মাধ্যমে সমাজের নানা অসঙ্গতি তুলে ধরা সম্ভব হয়। — [600, 413, 774, 453]
donation-bank: (BRAC Bank PLC) — [973, 1052, 1047, 1062]
column-four — [593, 75, 783, 1469]
article-headline-daksu: ডাকসুর উদ্যোগে ঢাবিতে ছাত্রীদের — [227, 824, 370, 860]
